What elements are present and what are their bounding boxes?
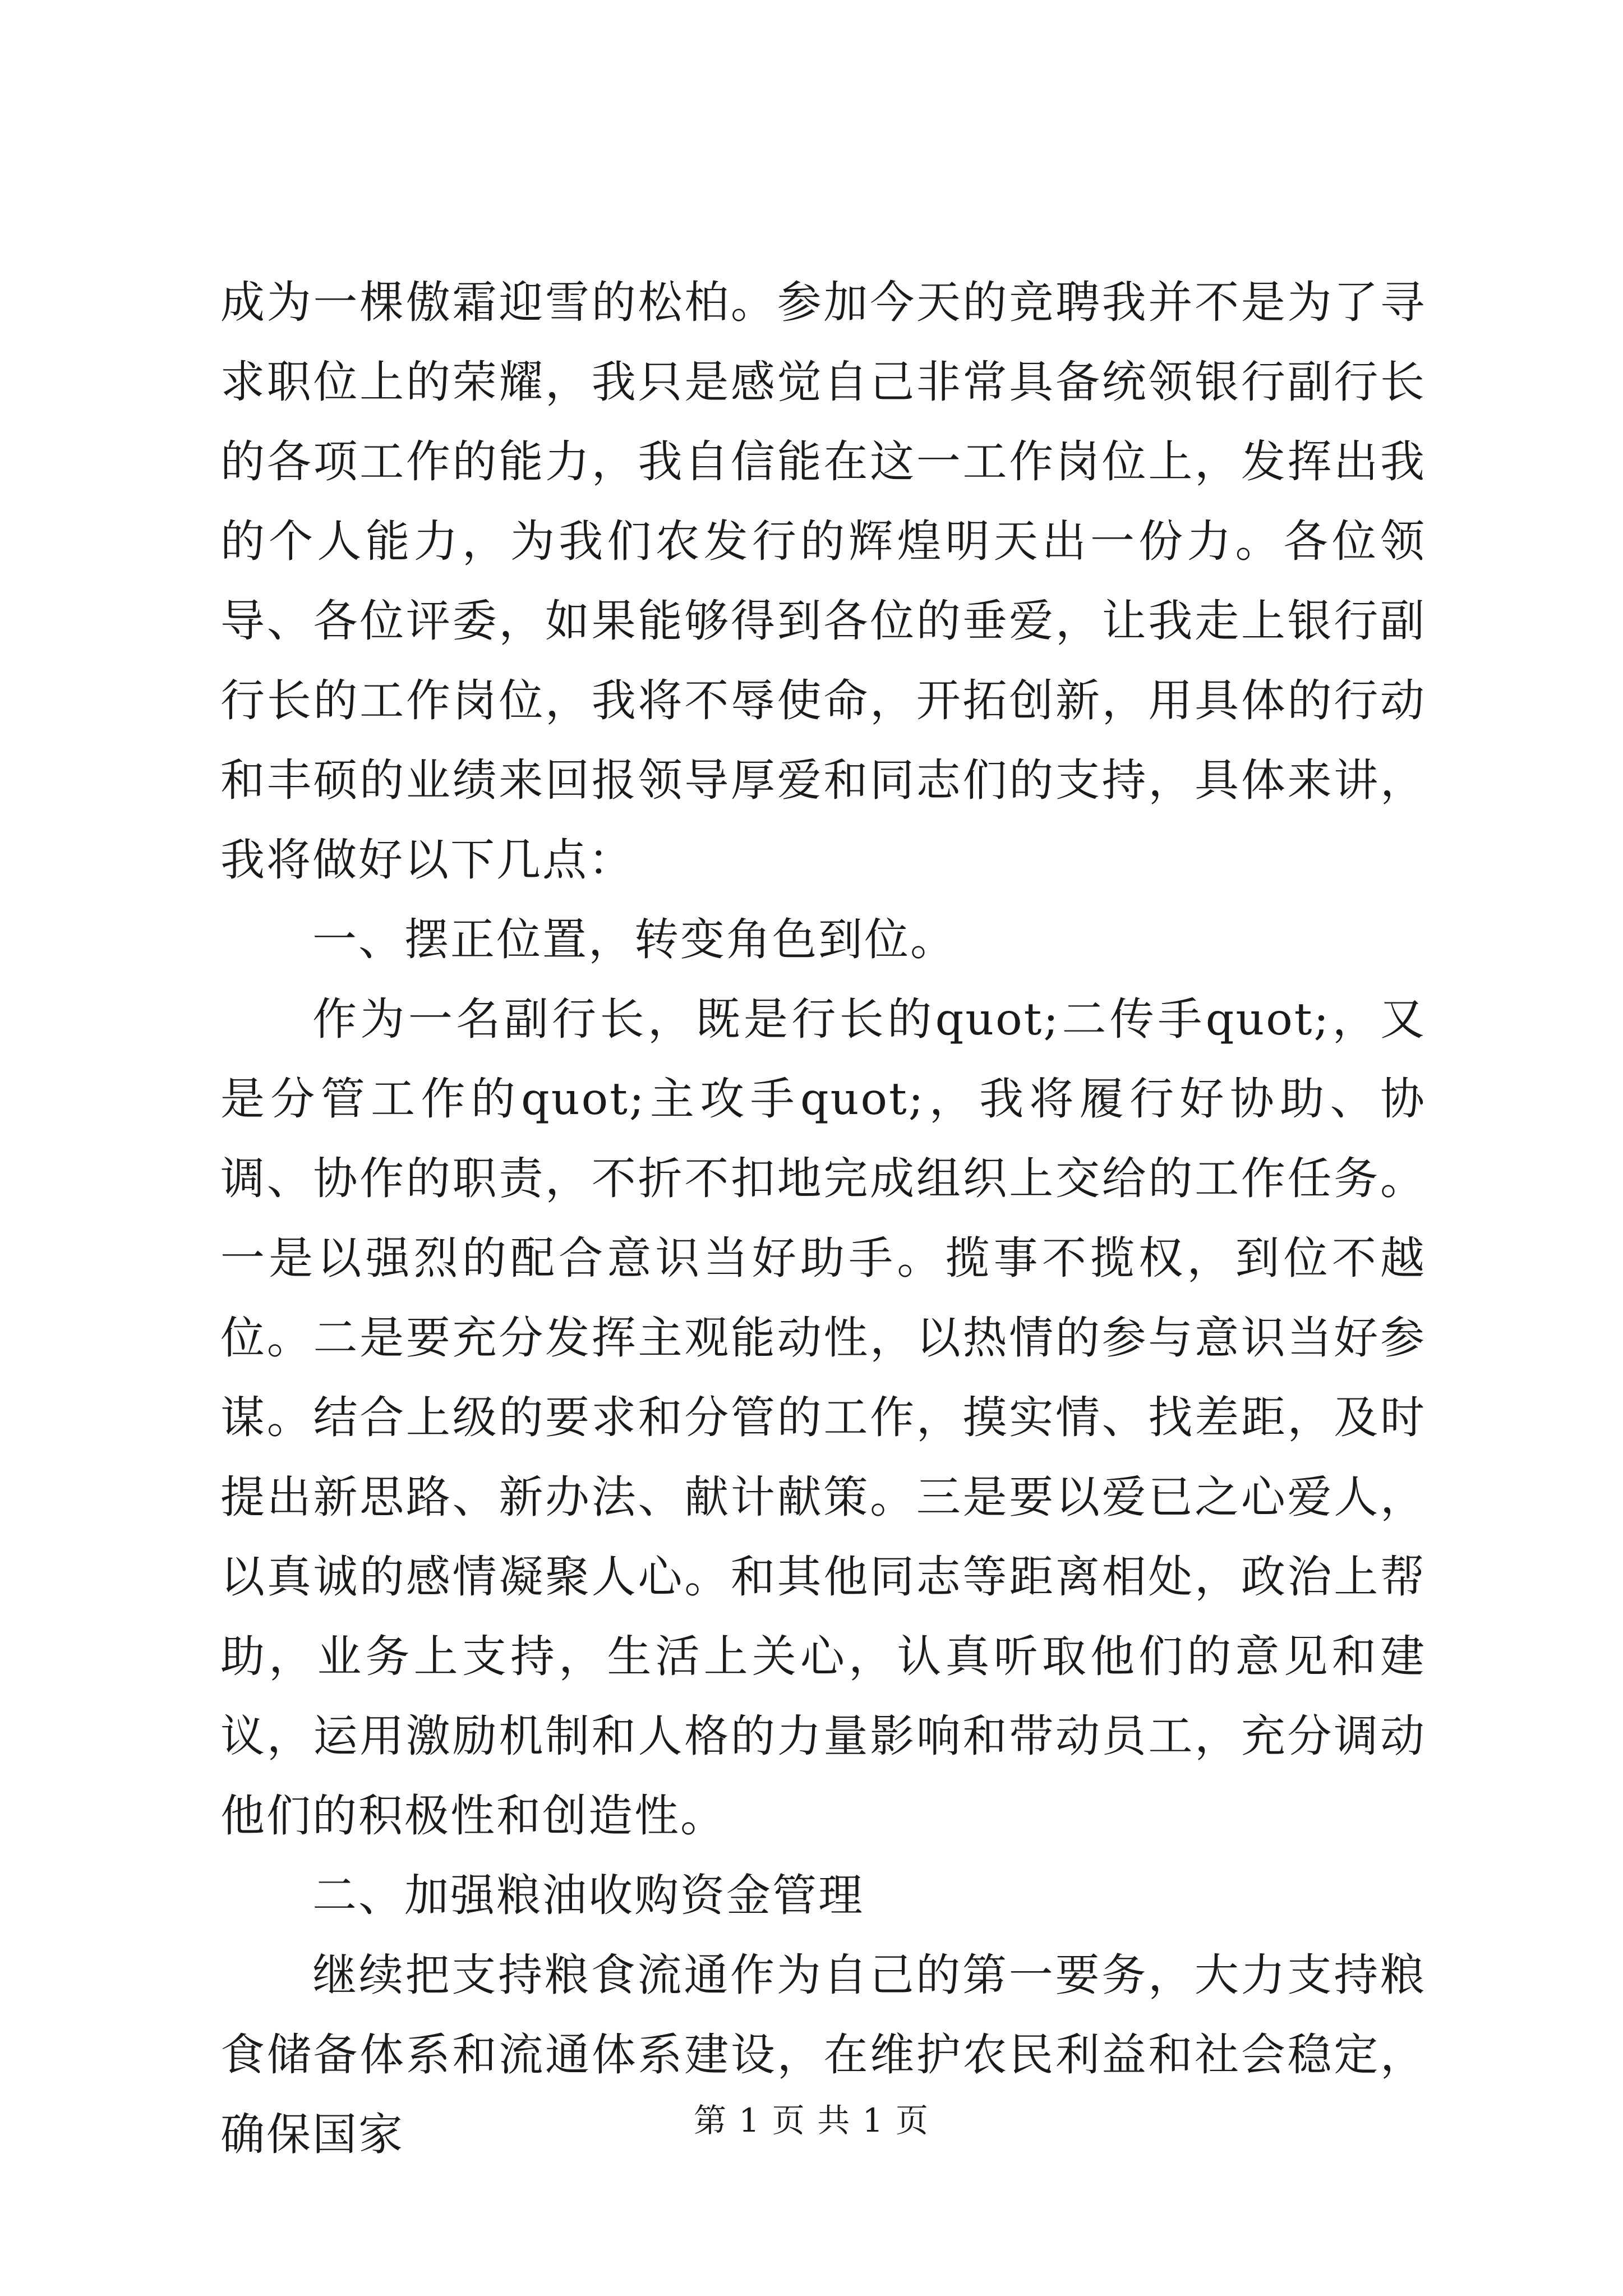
paragraph-3: 继续把支持粮食流通作为自己的第一要务，大力支持粮食储备体系和流通体系建设，在维护农民利益和社会稳定，确保国家	[220, 1949, 1426, 2160]
paragraph-heading-2: 二、加强粮油收购资金管理	[312, 1870, 864, 1921]
document-body	[220, 263, 1426, 2174]
page-footer: 第 1 页 共 1 页	[694, 2101, 929, 2139]
paragraph-2: 作为一名副行长，既是行长的quot;二传手quot;，又是分管工作的quot;主攻手quot;，我将履行好协助、协调、协作的职责，不折不扣地完成组织上交给的工作任务。一是以强烈的配合意识当好助手。揽事不揽权，到位不越位。二是要充分发挥主观能动性，以热情的参与意识当好参谋。结合上级的要求和分管的工作，摸实情、找差距，及时提出新思路、新办法、献计献策。三是要以爱已之心爱人，以真诚的感情凝聚人心。和其他同志等距离相处，政治上帮助，业务上支持，生活上关心，认真听取他们的意见和建议，运用激励机制和人格的力量影响和带动员工，充分调动他们的积极性和创造性。	[220, 993, 1426, 1842]
paragraph-heading-1: 一、摆正位置，转变角色到位。	[312, 914, 956, 965]
paragraph-1: 成为一棵傲霜迎雪的松柏。参加今天的竞聘我并不是为了寻求职位上的荣耀，我只是感觉自己非常具备统领银行副行长的各项工作的能力，我自信能在这一工作岗位上，发挥出我的个人能力，为我们农发行的辉煌明天出一份力。各位领导、各位评委，如果能够得到各位的垂爱，让我走上银行副行长的工作岗位，我将不辱使命，开拓创新，用具体的行动和丰硕的业绩来回报领导厚爱和同志们的支持，具体来讲，我将做好以下几点：	[220, 277, 1426, 886]
